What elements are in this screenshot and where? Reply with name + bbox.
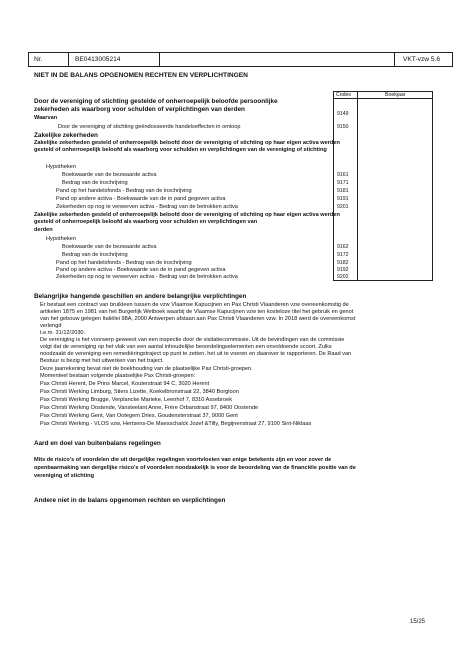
code: 9171 (337, 180, 349, 186)
form-code: VKT-vzw 5.6 (403, 56, 441, 63)
text-line: artikelen 1875 en 1981 van het Burgerlijk Wetboek waarbij de Vlaamse Kapucijnen vzw ten kosteloze titel het gebruik en genot (40, 309, 354, 315)
codes-header: Codes (336, 92, 351, 98)
guarantees-heading: Door de vereniging of stichting gestelde of onherroepelijk beloofde persoonlijke (34, 98, 278, 105)
nr-label: Nr. (34, 56, 43, 63)
code: 9172 (337, 252, 349, 258)
own-assets-desc: Zakelijke zekerheden gesteld of onherroepelijk beloofd door de vereniging of stichting op haar eigen activa werden (34, 140, 340, 146)
code: 9192 (337, 267, 349, 273)
header-divider (394, 53, 395, 66)
waarvan-label: Waarvan (34, 115, 58, 121)
third-party-desc: gesteld of onherroepelijk beloofd als waarborg voor schulden en verplichtingen van (34, 219, 258, 225)
own-assets-desc: gesteld of onherroepelijk beloofd als waarborg voor schulden en verplichtingen van de vereniging of stichting (34, 147, 327, 153)
code: 9162 (337, 244, 349, 250)
enterprise-number: BE0413005214 (75, 56, 121, 63)
table-divider (357, 92, 358, 280)
list-item: Boekwaarde van de bezwaarde activa (62, 244, 157, 250)
list-item: Pand op het handelsfonds - Bedrag van de inschrijving (56, 188, 192, 194)
header-divider (68, 53, 69, 66)
text-line: noodzaakt de vereniging een remediëringstraject op punt te zetten, het uit te voeren en daarover te rapporteren. De Raad van (40, 351, 352, 357)
text-line: Pax Christi Werking Gent, Van Ootegem Dries, Goudensterstraat 37, 9000 Gent (40, 413, 238, 419)
text-line: Bestuur is bezig met het uitwerken van het traject. (40, 358, 164, 364)
text-line: Pax Christi Werking - VLOS vzw, Hertsens-De Maesschalck Jozef &Tilly, Begijnenstraat 27, 9100 Sint-Niklaas (40, 421, 312, 427)
boekjaar-header: Boekjaar (385, 92, 406, 98)
code: 9149 (337, 111, 349, 117)
third-party-desc: derden (34, 227, 53, 233)
disputes-heading: Belangrijke hangende geschillen en andere belangrijke verplichtingen (34, 293, 247, 300)
text-line: De vereniging is het voorwerp geweest van een inspectie door de visitatiecommissie. Uit de bevindingen van de commissie (40, 337, 345, 343)
code: 9182 (337, 260, 349, 266)
hypotheken-label: Hypotheken (46, 236, 76, 242)
waarvan-item: Door de vereniging of stichting geëndosseerde handelseffecten in omloop (58, 124, 241, 130)
list-item: Pand op andere activa - Boekwaarde van de in pand gegeven activa (56, 196, 226, 202)
code: 9181 (337, 188, 349, 194)
header-box (28, 52, 453, 67)
code: 9150 (337, 124, 349, 130)
text-line: t.e.m. 31/12/2030. (40, 330, 86, 336)
text-line: Deze jaarrekening bevat niet de boekhouding van de plaatselijke Pax Christi-groepen. (40, 366, 253, 372)
text-line: Pax Christi Werking Brugge, Verplancke Marieke, Leenhof 7, 8310 Assebroek (40, 397, 233, 403)
text-line: Pax Christi Herent, De Prins Marcel, Kouterstraat 94 C, 3020 Herent (40, 381, 210, 387)
text-line: volgt dat de vereniging op het vlak van een aantal inhoudelijke beoordelingselementen een onvoldoende scoort. Zulks (40, 344, 332, 350)
text-line: verlengd (40, 323, 62, 329)
offbalance-heading: Aard en doel van buitenbalans regelingen (34, 440, 161, 447)
text-line: openbaarmaking van dergelijke risico's of voordelen noodzakelijk is voor de beoordeling van de financiële positie van de (34, 465, 356, 471)
text-line: Momenteel bestaan volgende plaatselijke Pax Christi-groepen: (40, 373, 196, 379)
code: 9201 (337, 204, 349, 210)
hypotheken-label: Hypotheken (46, 164, 76, 170)
text-line: van het gebouw gelegen Italiëlei 98A, 2000 Antwerpen afstaan aan Pax Christi Vlaanderen vzw. In 2018 werd de overeenkomst (40, 316, 356, 322)
code: 9202 (337, 274, 349, 280)
page-number: 15/25 (410, 619, 426, 625)
header-divider (159, 53, 160, 66)
text-line: Mits de risico's of voordelen die uit dergelijke regelingen voortvloeien van enige betekenis zijn en voor zover de (34, 457, 332, 463)
list-item: Pand op het handelsfonds - Bedrag van de inschrijving (56, 260, 192, 266)
text-line: Pax Christi Werking Oostende, Vansteelant Anne, Frère Orbanstraat 97, 8400 Oostende (40, 405, 259, 411)
text-line: Pax Christi Werking Limburg, Stiers Lizette, Koekelbronstraat 22, 3840 Borgloon (40, 389, 239, 395)
list-item: Pand op andere activa - Boekwaarde van de in pand gegeven activa (56, 267, 226, 273)
third-party-desc: Zakelijke zekerheden gesteld of onherroepelijk beloofd door de vereniging of stichting op haar eigen activa werden (34, 212, 340, 218)
list-item: Zekerheden op nog te verwerven activa - Bedrag van de betrokken activa (56, 274, 238, 280)
list-item: Bedrag van de inschrijving (62, 180, 128, 186)
text-line: vereniging of stichting (34, 473, 94, 479)
text-line: Er bestaat een contract van bruikleen tussen de vzw Vlaamse Kapucijnen en Pax Christi Vlaanderen vzw overeenkomstig de (40, 302, 349, 308)
guarantees-heading: zekerheden als waarborg voor schulden of verplichtingen van derden (34, 106, 245, 113)
other-rights-heading: Andere niet in de balans opgenomen rechten en verplichtingen (34, 497, 226, 504)
zakelijke-heading: Zakelijke zekerheden (34, 132, 98, 139)
list-item: Bedrag van de inschrijving (62, 252, 128, 258)
code: 9161 (337, 172, 349, 178)
list-item: Zekerheden op nog te verwerven activa - Bedrag van de betrokken activa (56, 204, 238, 210)
code: 9191 (337, 196, 349, 202)
list-item: Boekwaarde van de bezwaarde activa (62, 172, 157, 178)
page-title: NIET IN DE BALANS OPGENOMEN RECHTEN EN VERPLICHTINGEN (34, 72, 248, 79)
table-divider (334, 98, 432, 99)
